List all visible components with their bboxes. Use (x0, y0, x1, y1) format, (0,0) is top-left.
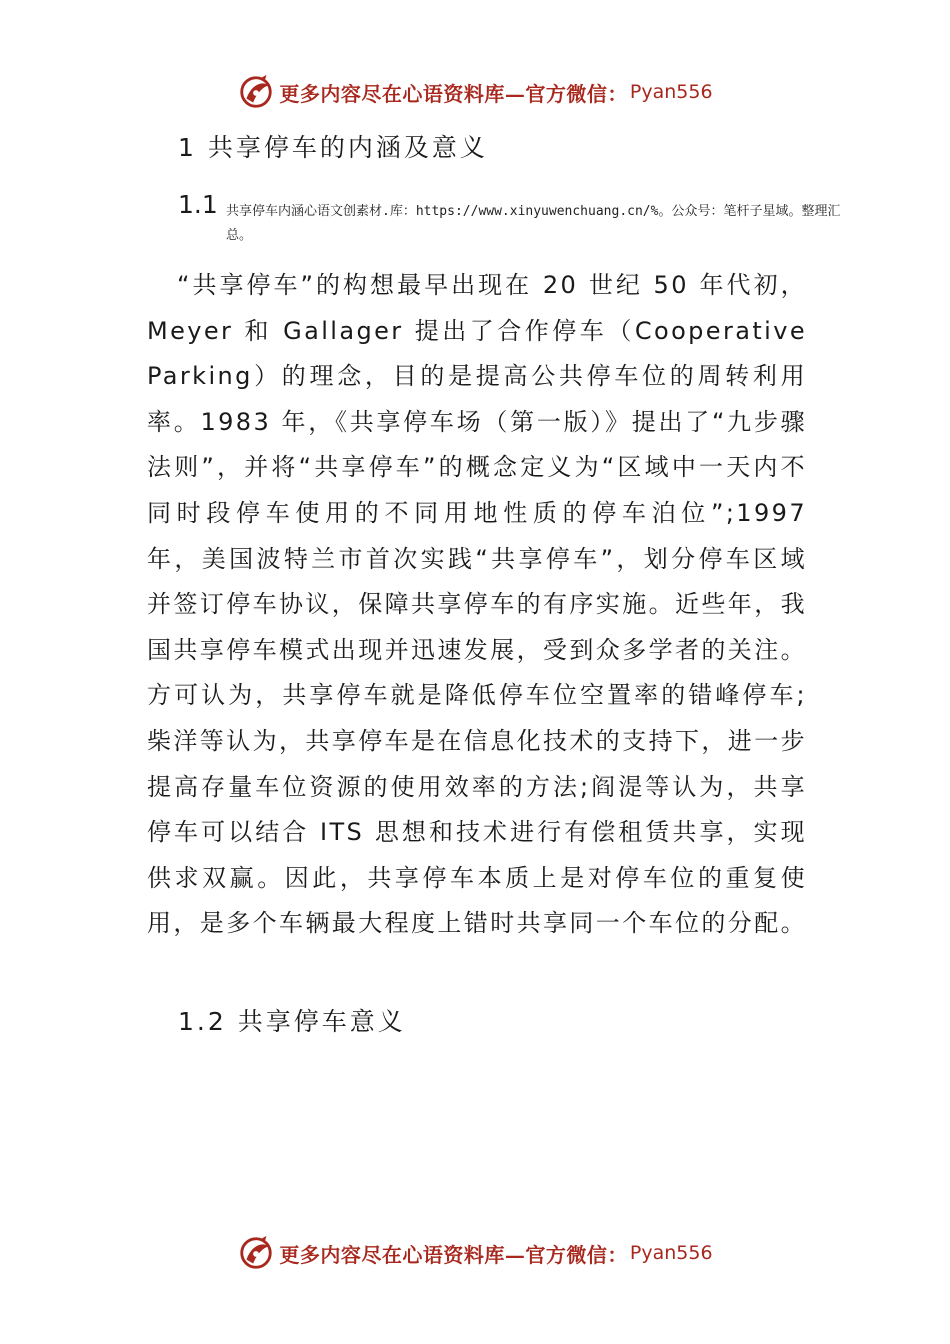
footer-banner (0, 1231, 950, 1275)
section-heading-text: 共享停车内涵心语文创素材.库：https://www.xinyuwenchuang.cn/%。公众号：笔杆子星域。整理汇总。 (226, 204, 841, 243)
brand-logo-icon (237, 73, 275, 111)
section-heading-1-2: 1.2 共享停车意义 (178, 1007, 406, 1036)
banner-contact: Pyan556 (629, 81, 713, 103)
section-heading-1: 1 共享停车的内涵及意义 (178, 133, 488, 162)
banner-text: 更多内容尽在心语资料库—官方微信： (279, 81, 628, 106)
body-paragraph: “共享停车”的构想最早出现在 20 世纪 50 年代初，Meyer 和 Gallager 提出了合作停车（Cooperative Parking）的理念，目的是提高公共停车位的周转利用率。1983 年，《共享停车场（第一版）》提出了“九步骤法则”，并将“共享停车”的概念定义为“区域中一天内不同时段停车使用的不同用地性质的停车泊位”;1997 年，美国波特兰市首次实践“共享停车”，划分停车区域并签订停车协议，保障共享停车的有序实施。近些年，我国共享停车模式出现并迅速发展，受到众多学者的关注。方可认为，共享停车就是降低停车位空置率的错峰停车;柴洋等认为，共享停车是在信息化技术的支持下，进一步提高存量车位资源的使用效率的方法;阎湜等认为，共享停车可以结合 ITS 思想和技术进行有偿租赁共享，实现供求双赢。因此，共享停车本质上是对停车位的重复使用，是多个车辆最大程度上错时共享同一个车位的分配。 (147, 271, 807, 938)
brand-logo-icon (237, 1234, 275, 1272)
section-number: 1.1 (178, 190, 218, 219)
banner-text: 更多内容尽在心语资料库—官方微信： (279, 1242, 628, 1267)
header-banner (0, 70, 950, 114)
banner-contact: Pyan556 (629, 1242, 713, 1264)
